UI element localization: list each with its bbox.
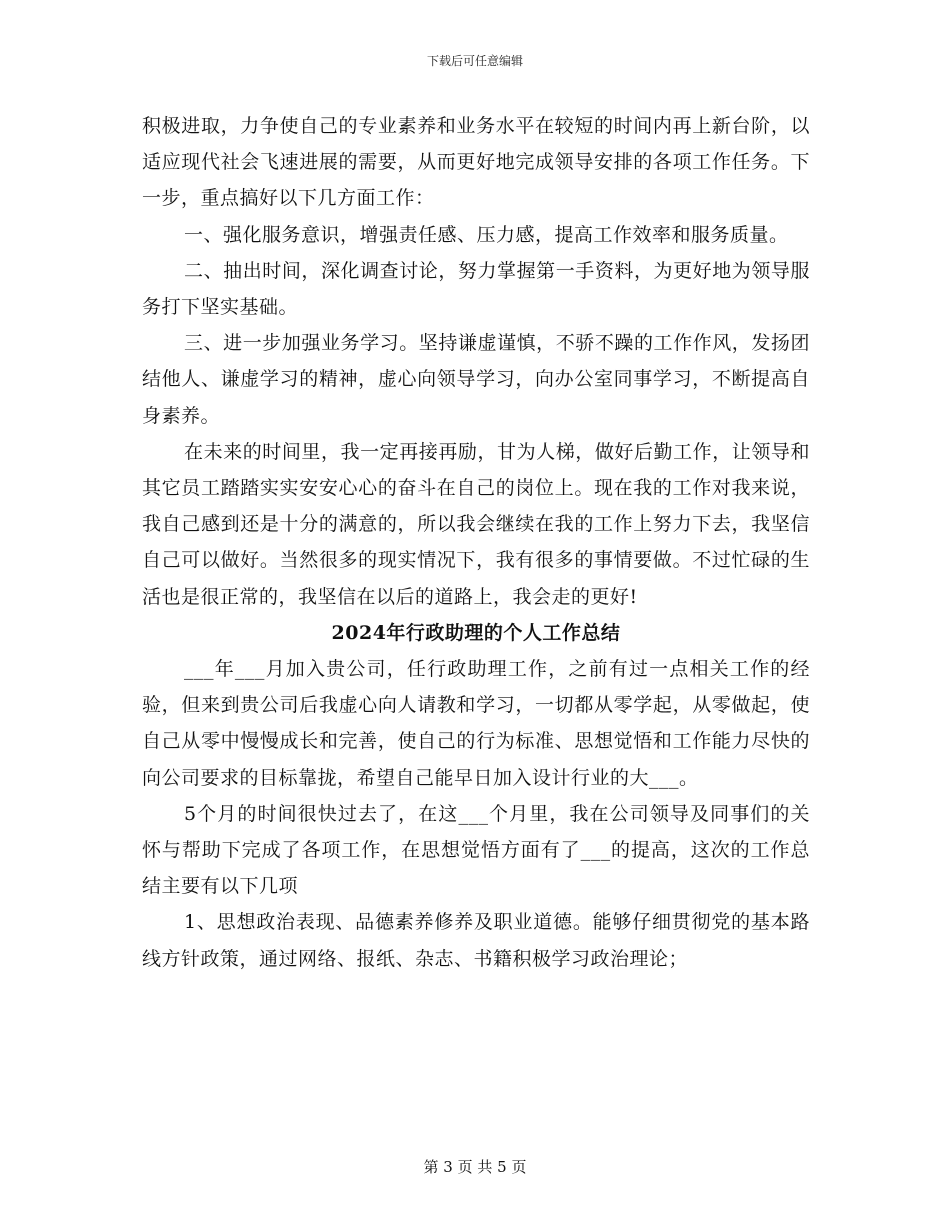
paragraph-intro: 积极进取，力争使自己的专业素养和业务水平在较短的时间内再上新台阶，以适应现代社会飞速进展的需要，从而更好地完成领导安排的各项工作任务。下一步，重点搞好以下几方面工作：: [142, 115, 810, 210]
document-body: [142, 108, 810, 977]
paragraph-point-1: 1、思想政治表现、品德素养修养及职业道德。能够仔细贯彻党的基本路线方针政策，通过网络、报纸、杂志、书籍积极学习政治理论；: [142, 911, 810, 970]
paragraph-item-3: 三、进一步加强业务学习。坚持谦虚谨慎，不骄不躁的工作作风，发扬团结他人、谦虚学习的精神，虚心向领导学习，向办公室同事学习，不断提高自身素养。: [142, 332, 810, 427]
paragraph-conclusion: 在未来的时间里，我一定再接再励，甘为人梯，做好后勤工作，让领导和其它员工踏踏实实安安心心的奋斗在自己的岗位上。现在我的工作对我来说，我自己感到还是十分的满意的，所以我会继续在我的工作上努力下去，我坚信自己可以做好。当然很多的现实情况下，我有很多的事情要做。不过忙碌的生活也是很正常的，我坚信在以后的道路上，我会走的更好!: [142, 440, 810, 608]
paragraph-joining: ___年___月加入贵公司，任行政助理工作，之前有过一点相关工作的经验，但来到贵公司后我虚心向人请教和学习，一切都从零学起，从零做起，使自己从零中慢慢成长和完善，使自己的行为标准、思想觉悟和工作能力尽快的向公司要求的目标靠拢，希望自己能早日加入设计行业的大___。: [142, 658, 810, 789]
paragraph-item-1: 一、强化服务意识，增强责任感、压力感，提高工作效率和服务质量。: [184, 223, 789, 246]
page-footer: 第 3 页 共 5 页: [423, 1158, 527, 1176]
paragraph-summary-intro: 5个月的时间很快过去了，在这___个月里，我在公司领导及同事们的关怀与帮助下完成了各项工作，在思想觉悟方面有了___的提高，这次的工作总结主要有以下几项: [142, 802, 810, 898]
page-header: 下载后可任意编辑: [426, 54, 523, 68]
section-title: 2024年行政助理的个人工作总结: [331, 621, 621, 644]
paragraph-item-2: 二、抽出时间，深化调查讨论，努力掌握第一手资料，为更好地为领导服务打下坚实基础。: [142, 259, 810, 319]
